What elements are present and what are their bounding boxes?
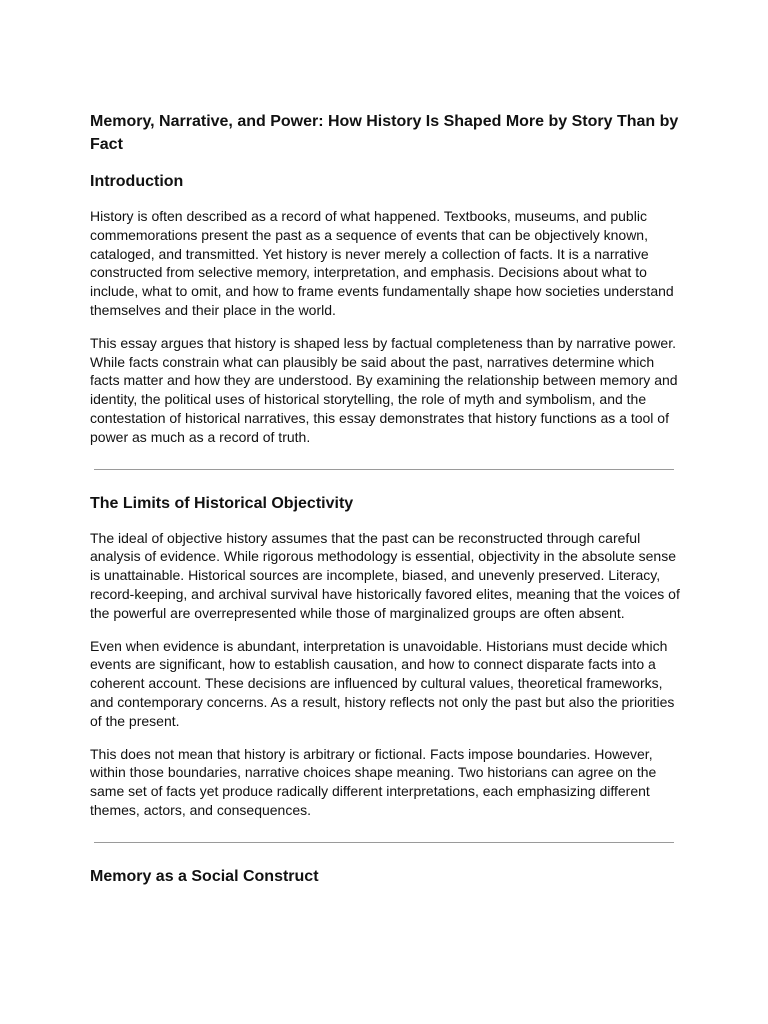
section-heading: Introduction [90, 173, 184, 190]
section-memory-social-construct [90, 867, 680, 887]
paragraph: History is often described as a record of what happened. Textbooks, museums, and public commemorations present the past as a sequence of events that can be objectively known, cataloged, and transmitted. Yet history is never merely a collection of facts. It is a narrative constructed from selective memory, interpretation, and emphasis. Decisions about what to include, what to omit, and how to frame events fundamentally shape how societies understand themselves and their place in the world. [90, 208, 674, 318]
section-divider [94, 842, 674, 843]
section-limits-of-objectivity [90, 494, 680, 820]
document-title: Memory, Narrative, and Power: How History Is Shaped More by Story Than by Fact [90, 113, 679, 153]
section-introduction [90, 172, 680, 447]
paragraph: The ideal of objective history assumes that the past can be reconstructed through careful analysis of evidence. While rigorous methodology is essential, objectivity in the absolute sense is unattainable. Historical sources are incomplete, biased, and unevenly preserved. Literacy, record-keeping, and archival survival have historically favored elites, meaning that the voices of the powerful are overrepresented while those of marginalized groups are often absent. [90, 529, 680, 621]
paragraph: Even when evidence is abundant, interpretation is unavoidable. Historians must decide which events are significant, how to establish causation, and how to connect disparate facts into a coherent account. These decisions are influenced by cultural values, theoretical frameworks, and contemporary concerns. As a result, history reflects not only the past but also the priorities of the present. [90, 637, 675, 729]
section-heading: The Limits of Historical Objectivity [90, 494, 354, 512]
paragraph: This essay argues that history is shaped less by factual completeness than by narrative power. While facts constrain what can plausibly be said about the past, narratives determine which facts matter and how they are understood. By examining the relationship between memory and identity, the political uses of historical storytelling, the role of myth and symbolism, and the contestation of historical narratives, this essay demonstrates that history functions as a tool of power as much as a record of truth. [90, 334, 678, 445]
document-page [90, 110, 680, 902]
paragraph: This does not mean that history is arbitrary or fictional. Facts impose boundaries. However, within those boundaries, narrative choices shape meaning. Two historians can agree on the same set of facts yet produce radically different interpretations, each emphasizing different themes, actors, and consequences. [90, 745, 657, 818]
section-heading: Memory as a Social Construct [90, 867, 319, 885]
section-divider [94, 469, 674, 470]
